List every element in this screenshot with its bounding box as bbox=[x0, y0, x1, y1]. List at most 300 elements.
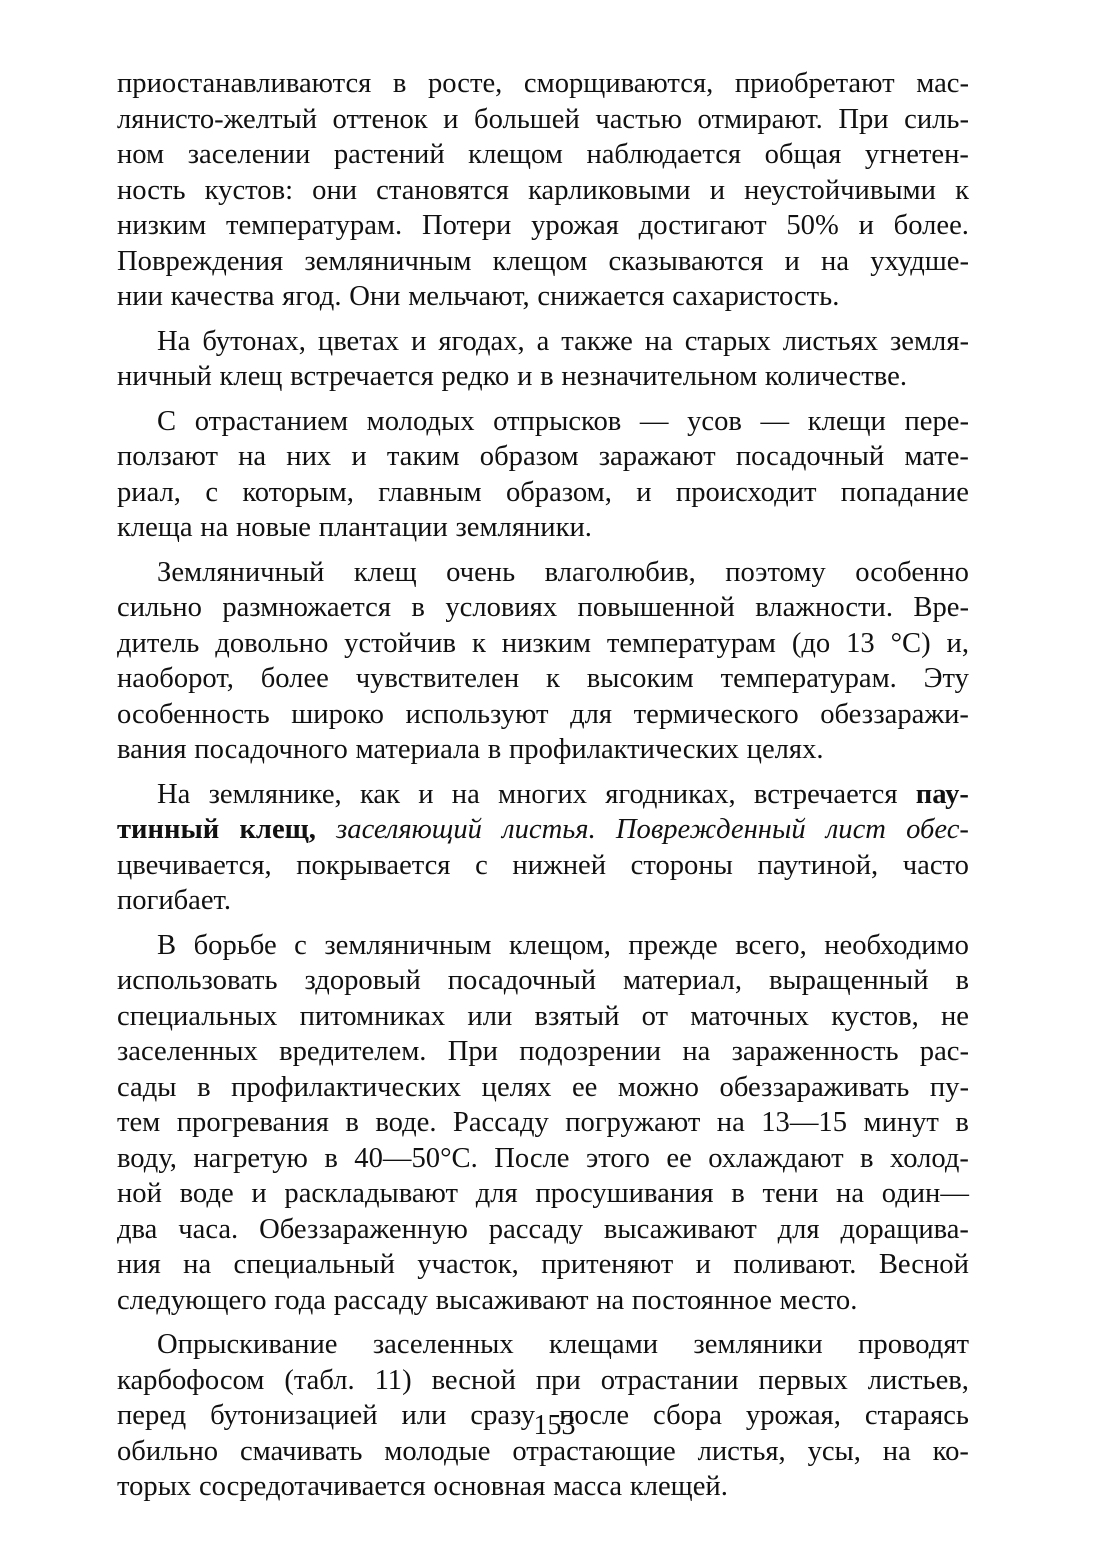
word: и, bbox=[946, 627, 969, 659]
word: лист bbox=[825, 814, 886, 845]
word: кустов, bbox=[831, 1000, 919, 1032]
word: обеззараживать bbox=[719, 1071, 910, 1103]
text-line bbox=[117, 510, 969, 546]
word: при bbox=[535, 1364, 581, 1396]
word: или bbox=[467, 1000, 513, 1032]
word: цветах bbox=[317, 325, 400, 357]
word: урожая, bbox=[745, 1400, 841, 1431]
word: условиях bbox=[445, 592, 558, 623]
word: земляничным bbox=[324, 929, 492, 961]
word: использовать bbox=[117, 965, 278, 996]
word: происходит bbox=[675, 476, 817, 508]
word: на bbox=[238, 441, 267, 472]
word: сильно bbox=[117, 592, 202, 623]
word: — bbox=[760, 405, 790, 437]
word: 13—15 bbox=[761, 1107, 847, 1138]
word: низким bbox=[117, 210, 207, 241]
word: клещами bbox=[549, 1329, 659, 1360]
word: на bbox=[183, 1249, 212, 1280]
word: посадочный bbox=[447, 965, 597, 996]
paragraph-gap bbox=[117, 1318, 969, 1327]
word: материал, bbox=[623, 965, 743, 996]
word: образом, bbox=[505, 476, 612, 508]
word: кустов: bbox=[204, 174, 294, 206]
word: отрастающие bbox=[512, 1435, 676, 1467]
word: на bbox=[682, 1036, 711, 1067]
word: охлаждают bbox=[708, 1142, 844, 1174]
word: и bbox=[411, 325, 427, 357]
word: бутонизацией bbox=[210, 1400, 378, 1431]
text-line bbox=[117, 1070, 969, 1106]
text-line bbox=[117, 1327, 969, 1363]
word: температурам. bbox=[720, 663, 897, 694]
word: ния bbox=[117, 1249, 161, 1280]
word: целях bbox=[481, 1071, 552, 1103]
word: рассаду bbox=[333, 1284, 428, 1316]
word: высаживают bbox=[435, 1284, 589, 1316]
word: от bbox=[641, 1000, 669, 1032]
word: посадочного bbox=[194, 734, 348, 765]
word: нижней bbox=[512, 849, 607, 881]
text-line bbox=[117, 475, 969, 511]
word: один— bbox=[881, 1178, 969, 1209]
word: в bbox=[411, 592, 425, 623]
word: тени bbox=[762, 1178, 819, 1209]
text-line bbox=[117, 590, 969, 626]
word: клеща bbox=[117, 512, 193, 543]
text-line bbox=[117, 324, 969, 360]
word: паутиной, bbox=[757, 849, 879, 881]
paragraph bbox=[117, 928, 969, 1319]
word: снижается bbox=[537, 281, 665, 312]
paragraph bbox=[117, 66, 969, 315]
word: смачивать bbox=[239, 1435, 363, 1467]
word: Рассаду bbox=[452, 1107, 549, 1138]
word: и bbox=[695, 1249, 711, 1280]
word: размножается bbox=[222, 592, 391, 623]
word: вредителем. bbox=[279, 1036, 427, 1067]
text-line bbox=[117, 1212, 969, 1248]
word: новые bbox=[236, 512, 312, 543]
word: для bbox=[777, 1213, 820, 1245]
word: редко bbox=[441, 361, 510, 392]
word: года bbox=[274, 1284, 326, 1316]
paragraph-gap bbox=[117, 546, 969, 555]
word: земляники. bbox=[455, 512, 592, 543]
word: мельчают, bbox=[408, 281, 530, 312]
word: и bbox=[517, 361, 533, 392]
word: доращива- bbox=[840, 1213, 969, 1245]
word: можно bbox=[617, 1071, 699, 1103]
text-line bbox=[117, 244, 969, 280]
word: вания bbox=[117, 734, 187, 765]
word: клещ bbox=[353, 556, 417, 588]
text-line bbox=[117, 732, 969, 768]
word: подозрении bbox=[519, 1036, 662, 1067]
word: приостанавливаются bbox=[117, 68, 372, 99]
word: листьев, bbox=[867, 1364, 969, 1396]
word: цвечивается, bbox=[117, 849, 272, 881]
word: урожая bbox=[531, 210, 619, 241]
word: Весной bbox=[878, 1249, 969, 1280]
word: ягодниках, bbox=[605, 778, 736, 810]
word: обеззаражи- bbox=[820, 698, 969, 730]
word: проводят bbox=[858, 1329, 969, 1360]
text-line bbox=[117, 661, 969, 697]
word: клещом, bbox=[509, 929, 611, 961]
word: здоровый bbox=[304, 965, 421, 996]
word: ее bbox=[666, 1142, 692, 1174]
word: На bbox=[157, 778, 191, 810]
word: Поврежденный bbox=[615, 814, 806, 845]
word: мас- bbox=[916, 68, 969, 99]
word: 11) bbox=[374, 1364, 412, 1396]
word: ность bbox=[117, 174, 186, 206]
word: холод- bbox=[890, 1142, 969, 1174]
word: рассаду bbox=[488, 1213, 584, 1245]
word: устойчив bbox=[344, 627, 457, 659]
word: ничный bbox=[117, 361, 212, 392]
word: в bbox=[731, 1178, 745, 1209]
word: ползают bbox=[117, 441, 218, 472]
word: и bbox=[351, 441, 367, 472]
word: борьбе bbox=[193, 929, 277, 961]
word: риал, bbox=[117, 476, 181, 508]
word: покрывается bbox=[296, 849, 451, 881]
word: особенность bbox=[117, 698, 270, 730]
word: также bbox=[561, 325, 633, 357]
word: клещ, bbox=[239, 814, 316, 845]
word: постоянное bbox=[631, 1284, 772, 1316]
text-line bbox=[117, 999, 969, 1035]
word: Вре- bbox=[913, 592, 969, 623]
word: после bbox=[559, 1400, 630, 1431]
word: плантации bbox=[318, 512, 448, 543]
word: 50% bbox=[786, 210, 839, 241]
word: заселенных bbox=[117, 1036, 258, 1067]
text-line bbox=[117, 555, 969, 591]
word: оттенок bbox=[332, 103, 428, 135]
text-line bbox=[117, 697, 969, 733]
text-line bbox=[117, 1105, 969, 1141]
word: ягод. bbox=[282, 281, 342, 312]
word: и bbox=[443, 103, 459, 135]
text-line bbox=[117, 1141, 969, 1177]
word: они bbox=[312, 174, 358, 206]
paragraph bbox=[117, 555, 969, 768]
word: мате- bbox=[904, 441, 969, 472]
text-line bbox=[117, 848, 969, 884]
word: Эту bbox=[923, 663, 969, 694]
word: посадочный bbox=[735, 441, 885, 472]
word: весной bbox=[431, 1364, 516, 1396]
word: к bbox=[471, 627, 486, 659]
text-line bbox=[117, 883, 969, 919]
word: воде bbox=[179, 1178, 234, 1209]
word: к bbox=[955, 174, 969, 206]
word: погружают bbox=[565, 1107, 701, 1138]
word: них bbox=[286, 441, 332, 472]
word: заселении bbox=[187, 139, 311, 170]
word: очень bbox=[446, 556, 516, 588]
word: профилактических bbox=[231, 1071, 462, 1103]
word: которым, bbox=[242, 476, 354, 508]
word: (табл. bbox=[284, 1364, 355, 1396]
word: воде. bbox=[375, 1107, 437, 1138]
word: и bbox=[709, 174, 726, 206]
word: низким bbox=[501, 627, 591, 659]
word: большей bbox=[474, 103, 580, 135]
paragraph-gap bbox=[117, 919, 969, 928]
word: всего, bbox=[735, 929, 807, 961]
text-line bbox=[117, 208, 969, 244]
text-line bbox=[117, 1176, 969, 1212]
word: в bbox=[345, 1107, 359, 1138]
word: как bbox=[359, 778, 400, 810]
word: ягодах, bbox=[438, 325, 525, 357]
paragraph bbox=[117, 404, 969, 546]
word: встречается bbox=[290, 361, 434, 392]
word: стараясь bbox=[864, 1400, 969, 1431]
word: образом bbox=[479, 441, 579, 472]
word: в bbox=[860, 1142, 874, 1174]
text-line bbox=[117, 279, 969, 315]
word: пау- bbox=[915, 778, 969, 810]
word: взятый bbox=[534, 1000, 620, 1032]
word: сморщиваются, bbox=[523, 68, 714, 99]
text-line bbox=[117, 626, 969, 662]
word: Потери bbox=[421, 210, 512, 241]
word: ко- bbox=[932, 1435, 969, 1467]
word: обильно bbox=[117, 1435, 219, 1467]
word: поэтому bbox=[725, 556, 826, 588]
word: специальный bbox=[233, 1249, 395, 1280]
word: влажности. bbox=[755, 592, 893, 623]
word: рас- bbox=[919, 1036, 969, 1067]
word: сказываются bbox=[608, 245, 764, 277]
word: термического bbox=[633, 698, 799, 730]
text-line bbox=[117, 359, 969, 395]
word: клещ bbox=[219, 361, 283, 392]
word: приобретают bbox=[734, 68, 895, 99]
word: незначительном bbox=[561, 361, 758, 392]
word: клещи bbox=[807, 405, 886, 437]
word: высаживают bbox=[603, 1213, 757, 1245]
word: растений bbox=[333, 139, 445, 170]
word: заселяющий bbox=[336, 814, 482, 845]
word: температурам bbox=[606, 627, 776, 659]
word: более bbox=[260, 663, 329, 694]
word: (до bbox=[791, 627, 831, 659]
word: На bbox=[157, 325, 191, 357]
word: клещом bbox=[492, 245, 588, 277]
word: ной bbox=[117, 1178, 162, 1209]
word: становятся bbox=[376, 174, 509, 206]
word: широко bbox=[291, 698, 384, 730]
text-line bbox=[117, 928, 969, 964]
word: и bbox=[784, 245, 800, 277]
word: отрастании bbox=[600, 1364, 739, 1396]
word: и bbox=[858, 210, 874, 241]
word: более. bbox=[893, 210, 969, 241]
word: сады bbox=[117, 1071, 177, 1103]
text-line bbox=[117, 173, 969, 209]
word: С bbox=[157, 405, 177, 437]
word: зараженность bbox=[731, 1036, 899, 1067]
word: дитель bbox=[117, 627, 200, 659]
word: необходимо bbox=[824, 929, 969, 961]
word: целях. bbox=[746, 734, 824, 765]
word: перед bbox=[117, 1400, 187, 1431]
word: для bbox=[475, 1178, 518, 1209]
word: на bbox=[644, 325, 673, 357]
word: угнетен- bbox=[864, 139, 969, 170]
text-line bbox=[117, 1247, 969, 1283]
word: с bbox=[294, 929, 307, 961]
word: — bbox=[639, 405, 669, 437]
page-number: 153 bbox=[533, 1410, 576, 1441]
word: силь- bbox=[904, 103, 969, 135]
word: два bbox=[117, 1213, 158, 1245]
text-line bbox=[117, 1034, 969, 1070]
word: а bbox=[536, 325, 550, 357]
word: Повреждения bbox=[117, 245, 284, 277]
word: основная bbox=[433, 1471, 546, 1502]
word: общая bbox=[764, 139, 842, 170]
word: карликовыми bbox=[528, 174, 691, 206]
page-body bbox=[117, 66, 969, 1505]
text-line bbox=[117, 1363, 969, 1399]
text-line bbox=[117, 66, 969, 102]
word: карбофосом bbox=[117, 1364, 265, 1396]
word: масса bbox=[553, 1471, 623, 1502]
word: профилактических bbox=[508, 734, 739, 765]
word: молодые bbox=[384, 1435, 491, 1467]
word: земля- bbox=[889, 325, 969, 357]
word: часто bbox=[902, 849, 969, 881]
word: многих bbox=[498, 778, 588, 810]
word: бутонах, bbox=[202, 325, 306, 357]
word: заселенных bbox=[372, 1329, 514, 1360]
word: следующего bbox=[117, 1284, 267, 1316]
word: к bbox=[546, 663, 560, 694]
word: сбора bbox=[653, 1400, 722, 1431]
word: используют bbox=[405, 698, 549, 730]
word: Земляничный bbox=[157, 556, 325, 588]
word: клещей. bbox=[629, 1471, 728, 1502]
word: ухудше- bbox=[870, 245, 969, 277]
word: достигают bbox=[638, 210, 767, 241]
word: торых bbox=[117, 1471, 192, 1502]
word: Опрыскивание bbox=[157, 1329, 338, 1360]
word: на bbox=[596, 1284, 625, 1316]
word: 40—50°С. bbox=[354, 1142, 478, 1174]
word: частью bbox=[595, 103, 683, 135]
word: качества bbox=[170, 281, 275, 312]
word: просушивания bbox=[535, 1178, 714, 1209]
word: отмирают. bbox=[697, 103, 823, 135]
word: ном bbox=[117, 139, 165, 170]
word: листьях bbox=[782, 325, 878, 357]
word: и bbox=[636, 476, 652, 508]
word: на bbox=[716, 1107, 745, 1138]
word: земляничным bbox=[304, 245, 472, 277]
word: листья. bbox=[502, 814, 596, 845]
word: сосредотачивается bbox=[198, 1471, 426, 1502]
text-line bbox=[117, 1469, 969, 1505]
word: на bbox=[451, 778, 480, 810]
word: усов bbox=[687, 405, 742, 437]
word: тем bbox=[117, 1107, 161, 1138]
word: После bbox=[494, 1142, 570, 1174]
word: поливают. bbox=[733, 1249, 857, 1280]
word: место. bbox=[779, 1284, 858, 1316]
word: часа. bbox=[178, 1213, 239, 1245]
word: в bbox=[392, 68, 407, 99]
word: прогревания bbox=[176, 1107, 329, 1138]
word: на bbox=[821, 245, 850, 277]
word: воду, bbox=[117, 1142, 177, 1174]
word: пу- bbox=[929, 1071, 969, 1103]
word: повышенной bbox=[577, 592, 735, 623]
word: притеняют bbox=[541, 1249, 674, 1280]
word: старых bbox=[684, 325, 771, 357]
word: Они bbox=[349, 281, 401, 312]
word: Обеззараженную bbox=[259, 1213, 468, 1245]
word: выращенный bbox=[768, 965, 929, 996]
word: заражают bbox=[598, 441, 716, 472]
word: довольно bbox=[215, 627, 329, 659]
word: питомниках bbox=[299, 1000, 446, 1032]
word: молодых bbox=[366, 405, 475, 437]
word: °С) bbox=[890, 627, 931, 659]
word: встречается bbox=[753, 778, 898, 810]
word: температурам. bbox=[225, 210, 403, 241]
word: специальных bbox=[117, 1000, 278, 1032]
text-line bbox=[117, 963, 969, 999]
word: с bbox=[205, 476, 219, 508]
text-line bbox=[117, 102, 969, 138]
word: материала bbox=[355, 734, 481, 765]
word: клещом bbox=[468, 139, 563, 170]
word: и bbox=[418, 778, 434, 810]
word: в bbox=[487, 734, 502, 765]
word: и bbox=[251, 1178, 267, 1209]
word: маточных bbox=[690, 1000, 809, 1032]
word: 13 bbox=[846, 627, 875, 659]
word: в bbox=[197, 1071, 211, 1103]
word: на bbox=[200, 512, 229, 543]
word: особенно bbox=[855, 556, 969, 588]
word: на bbox=[882, 1435, 911, 1467]
word: чувствителен bbox=[355, 663, 520, 694]
word: пере- bbox=[904, 405, 969, 437]
text-line bbox=[117, 1283, 969, 1319]
word: лянисто-желтый bbox=[117, 103, 318, 135]
word: или bbox=[401, 1400, 447, 1431]
word: в bbox=[955, 1107, 969, 1138]
text-line bbox=[117, 439, 969, 475]
text-line bbox=[117, 137, 969, 173]
word: обес- bbox=[906, 814, 969, 845]
word: нагретую bbox=[193, 1142, 308, 1174]
word: сахаристость. bbox=[672, 281, 840, 312]
word: ее bbox=[571, 1071, 598, 1103]
word: на bbox=[836, 1178, 865, 1209]
paragraph bbox=[117, 324, 969, 395]
word: количестве. bbox=[764, 361, 907, 392]
word: росте, bbox=[428, 68, 503, 99]
